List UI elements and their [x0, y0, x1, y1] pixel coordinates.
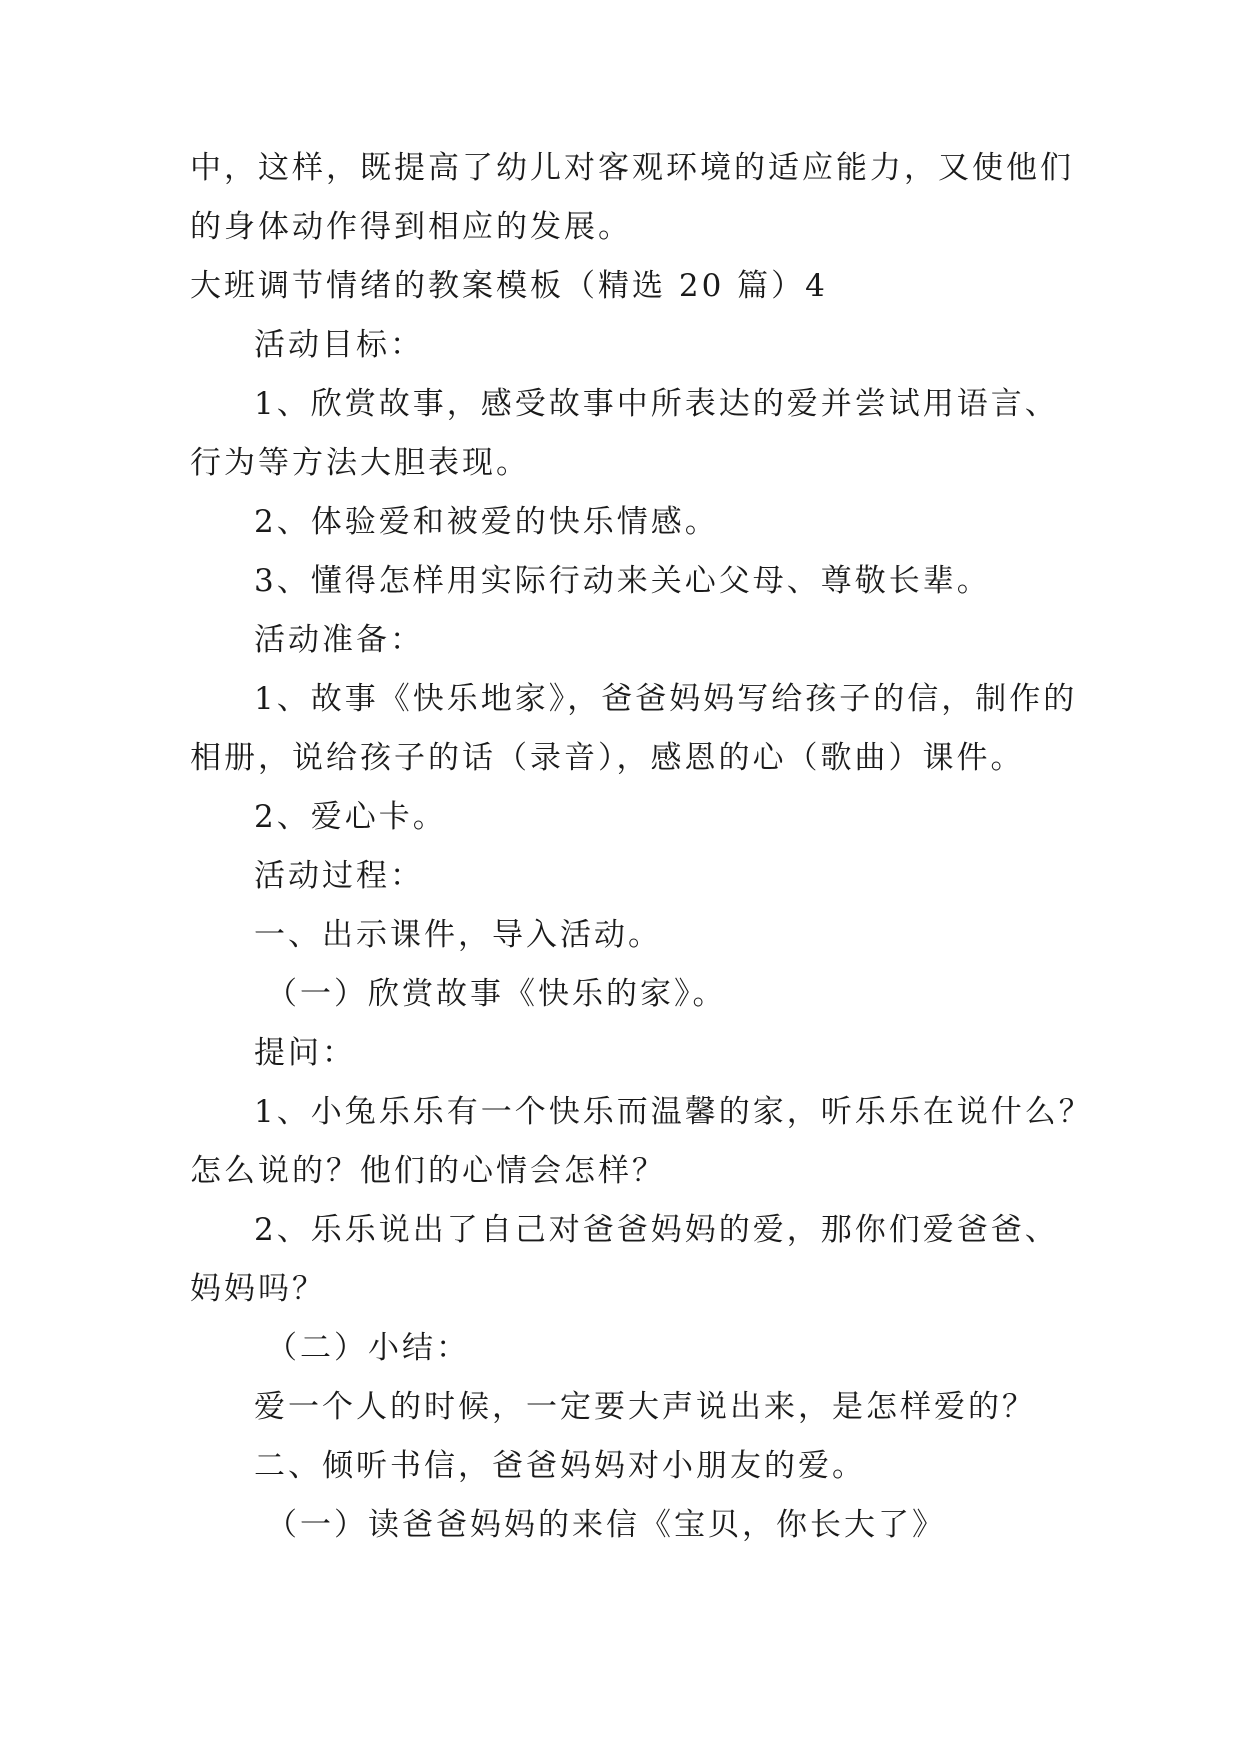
paragraph-line: 行为等方法大胆表现。	[190, 445, 530, 481]
paragraph-line: 1、欣赏故事，感受故事中所表达的爱并尝试用语言、	[254, 386, 1059, 422]
paragraph-line: 二、倾听书信，爸爸妈妈对小朋友的爱。	[254, 1448, 866, 1484]
paragraph-line: 提问：	[254, 1035, 356, 1071]
paragraph-line: 相册，说给孩子的话（录音），感恩的心（歌曲）课件。	[190, 740, 1025, 776]
paragraph-line: 1、故事《快乐地家》，爸爸妈妈写给孩子的信，制作的	[254, 681, 1078, 717]
paragraph-line: 中，这样，既提高了幼儿对客观环境的适应能力，又使他们	[190, 150, 1074, 186]
paragraph-line: 1、小兔乐乐有一个快乐而温馨的家，听乐乐在说什么？	[254, 1094, 1093, 1130]
paragraph-line: 怎么说的？他们的心情会怎样？	[190, 1153, 666, 1189]
paragraph-line: 2、爱心卡。	[254, 799, 447, 835]
activity-preparation-heading: 活动准备：	[254, 622, 424, 658]
paragraph-line: 的身体动作得到相应的发展。	[190, 209, 632, 245]
paragraph-line: 3、懂得怎样用实际行动来关心父母、尊敬长辈。	[254, 563, 991, 599]
activity-process-heading: 活动过程：	[254, 858, 424, 894]
paragraph-line: 妈妈吗？	[190, 1271, 326, 1307]
paragraph-line: （一）读爸爸妈妈的来信《宝贝，你长大了》	[266, 1507, 946, 1543]
paragraph-line: 爱一个人的时候，一定要大声说出来，是怎样爱的？	[254, 1389, 1036, 1425]
activity-goals-heading: 活动目标：	[254, 327, 424, 363]
paragraph-line: 一、出示课件，导入活动。	[254, 917, 662, 953]
paragraph-line: （一）欣赏故事《快乐的家》。	[266, 976, 727, 1012]
paragraph-line: 2、体验爱和被爱的快乐情感。	[254, 504, 719, 540]
paragraph-line: （二）小结：	[266, 1330, 470, 1366]
section-heading: 大班调节情绪的教案模板（精选 20 篇）4	[190, 268, 828, 304]
paragraph-line: 2、乐乐说出了自己对爸爸妈妈的爱，那你们爱爸爸、	[254, 1212, 1059, 1248]
